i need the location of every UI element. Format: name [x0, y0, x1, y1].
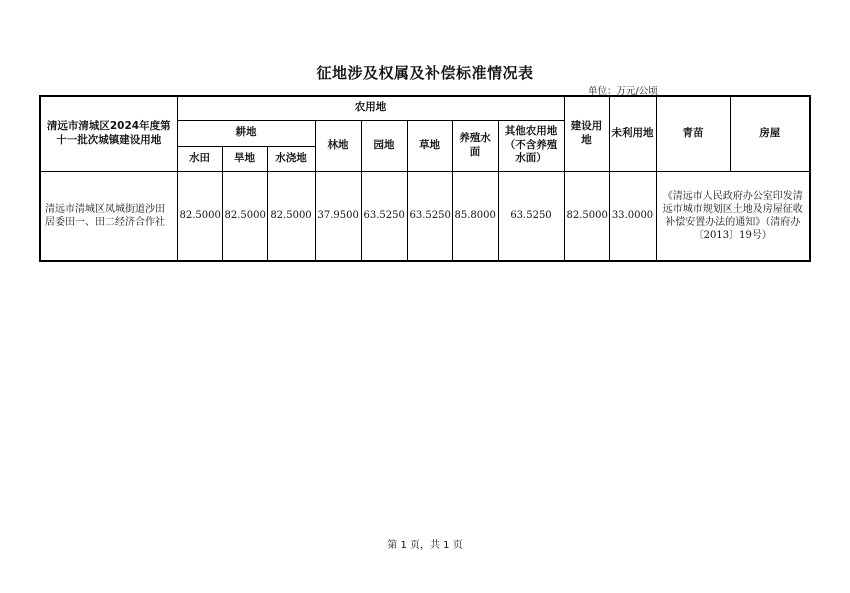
header-other-agri-land: 其他农用地（不含养殖水面） [498, 120, 564, 171]
value-grassland: 63.5250 [407, 171, 452, 261]
header-orchard-land: 园地 [361, 120, 407, 171]
header-cultivated-land: 耕地 [177, 120, 315, 146]
header-grassland: 草地 [407, 120, 452, 171]
value-compensation-basis: 《清远市人民政府办公室印发清远市城市规划区土地及房屋征收补偿安置办法的通知》（清府办〔2013〕19号） [656, 171, 810, 261]
value-forest-land: 37.9500 [315, 171, 361, 261]
value-paddy-field: 82.5000 [177, 171, 222, 261]
header-forest-land: 林地 [315, 120, 361, 171]
value-aquaculture-water: 85.8000 [452, 171, 498, 261]
page-number: 第 1 页，共 1 页 [387, 540, 463, 551]
header-irrigated-land: 水浇地 [267, 146, 315, 171]
table-row [40, 171, 810, 261]
document-title: 征地涉及权属及补偿标准情况表 [316, 64, 534, 82]
header-dry-land: 旱地 [222, 146, 267, 171]
value-other-agri-land: 63.5250 [498, 171, 564, 261]
header-construction-land: 建设用地 [564, 96, 609, 171]
header-project-name: 清远市清城区2024年度第十一批次城镇建设用地 [40, 96, 177, 171]
header-agri-land: 农用地 [177, 96, 564, 120]
value-construction-land: 82.5000 [564, 171, 609, 261]
header-housing: 房屋 [730, 96, 810, 171]
value-dry-land: 82.5000 [222, 171, 267, 261]
unit-label: 单位：万元/公顷 [588, 86, 658, 97]
compensation-table [39, 95, 811, 262]
header-paddy-field: 水田 [177, 146, 222, 171]
value-orchard-land: 63.5250 [361, 171, 407, 261]
value-irrigated-land: 82.5000 [267, 171, 315, 261]
header-crops: 青苗 [656, 96, 730, 171]
header-aquaculture-water: 养殖水面 [452, 120, 498, 171]
header-unused-land: 未利用地 [609, 96, 656, 171]
value-unused-land: 33.0000 [609, 171, 656, 261]
row-owner-name: 清远市清城区凤城街道沙田居委田一、田二经济合作社 [40, 171, 177, 261]
